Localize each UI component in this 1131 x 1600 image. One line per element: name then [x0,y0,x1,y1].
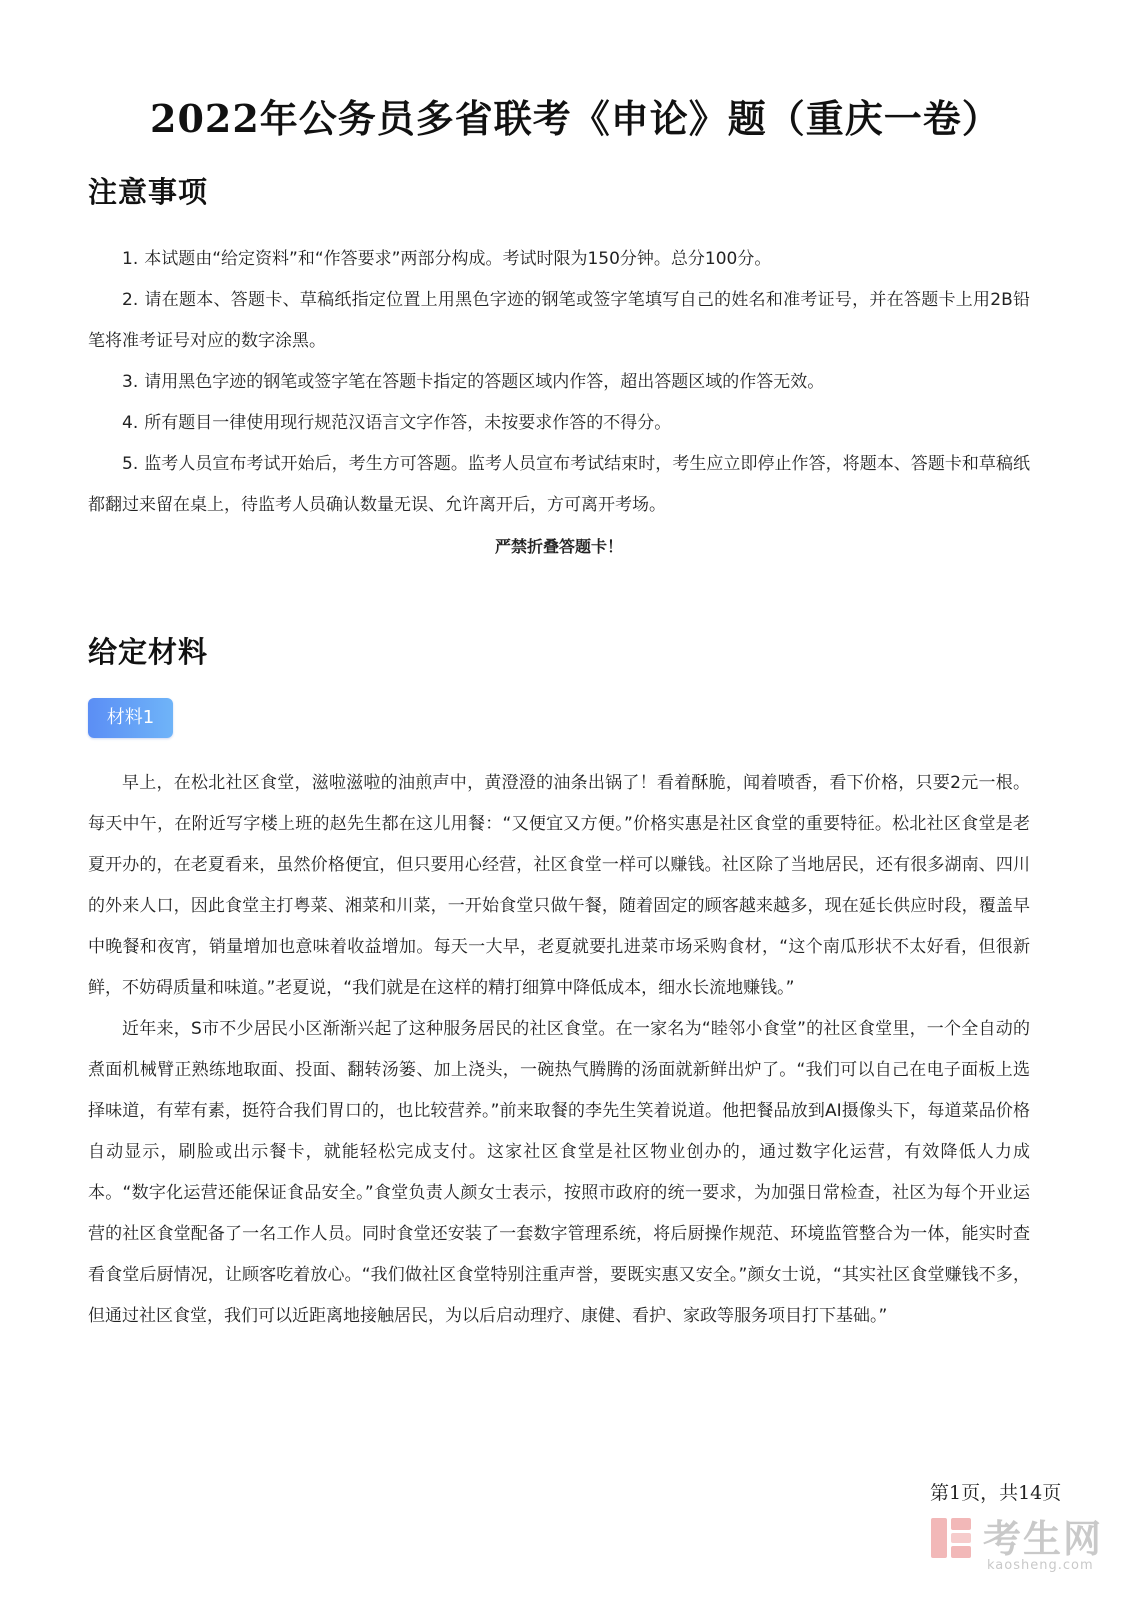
material-tag: 材料1 [88,698,173,738]
watermark-brand: 考生网 [983,1517,1104,1561]
document-title: 2022年公务员多省联考《申论》题（重庆一卷） [150,96,1001,141]
notice-item-text: 请在题本、答题卡、草稿纸指定位置上用黑色字迹的钢笔或签字笔填写自己的姓名和准考证号，并在答题卡上用2B铅笔将准考证号对应的数字涂黑。 [88,290,1030,351]
notice-item-number: 1. [122,249,139,269]
notice-item-1 [88,239,1030,280]
notice-item-number: 2. [122,290,139,310]
notice-item-number: 5. [122,454,139,474]
material-paragraph-2: 近年来，S市不少居民小区渐渐兴起了这种服务居民的社区食堂。在一家名为“睦邻小食堂”的社区食堂里，一个全自动的煮面机械臂正熟练地取面、投面、翻转汤篓、加上浇头，一碗热气腾腾的汤面就新鲜出炉了。“我们可以自己在电子面板上选择味道，有荤有素，挺符合我们胃口的，也比较营养。”前来取餐的李先生笑着说道。他把餐品放到AI摄像头下，每道菜品价格自动显示，刷脸或出示餐卡，就能轻松完成支付。这家社区食堂是社区物业创办的，通过数字化运营，有效降低人力成本。“数字化运营还能保证食品安全。”食堂负责人颜女士表示，按照市政府的统一要求，为加强日常检查，社区为每个开业运营的社区食堂配备了一名工作人员。同时食堂还安装了一套数字管理系统，将后厨操作规范、环境监管整合为一体，能实时查看食堂后厨情况，让顾客吃着放心。“我们做社区食堂特别注重声誉，要既实惠又安全。”颜女士说，“其实社区食堂赚钱不多，但通过社区食堂，我们可以近距离地接触居民，为以后启动理疗、康健、看护、家政等服务项目打下基础。” [88,1019,1030,1326]
page-number: 第1页，共14页 [930,1482,1062,1504]
notice-item-4 [88,403,1030,444]
notice-item-2 [88,280,1030,362]
kaosheng-logo-icon [927,1514,975,1562]
notice-list [88,239,1030,567]
notice-item-text: 所有题目一律使用现行规范汉语言文字作答，未按要求作答的不得分。 [144,413,672,433]
notice-item-5 [88,444,1030,526]
notice-item-text: 请用黑色字迹的钢笔或签字笔在答题卡指定的答题区域内作答，超出答题区域的作答无效。 [144,372,825,392]
notice-item-text: 本试题由“给定资料”和“作答要求”两部分构成。考试时限为150分钟。总分100分。 [144,249,772,269]
watermark-domain: kaosheng.com [987,1558,1094,1573]
notice-item-number: 4. [122,413,139,433]
notice-warning: 严禁折叠答题卡！ [494,537,623,556]
materials-heading: 给定材料 [88,635,209,669]
material-body [88,763,1030,1337]
notice-item-text: 监考人员宣布考试开始后，考生方可答题。监考人员宣布考试结束时，考生应立即停止作答，将题本、答题卡和草稿纸都翻过来留在桌上，待监考人员确认数量无误、允许离开后，方可离开考场。 [88,454,1030,515]
watermark [925,1508,1125,1593]
notice-item-number: 3. [122,372,139,392]
material-paragraph-1: 早上，在松北社区食堂，滋啦滋啦的油煎声中，黄澄澄的油条出锅了！看着酥脆，闻着喷香，看下价格，只要2元一根。每天中午，在附近写字楼上班的赵先生都在这儿用餐：“又便宜又方便。”价格实惠是社区食堂的重要特征。松北社区食堂是老夏开办的，在老夏看来，虽然价格便宜，但只要用心经营，社区食堂一样可以赚钱。社区除了当地居民，还有很多湖南、四川的外来人口，因此食堂主打粤菜、湘菜和川菜，一开始食堂只做午餐，随着固定的顾客越来越多，现在延长供应时段，覆盖早中晚餐和夜宵，销量增加也意味着收益增加。每天一大早，老夏就要扎进菜市场采购食材，“这个南瓜形状不太好看，但很新鲜，不妨碍质量和味道。”老夏说，“我们就是在这样的精打细算中降低成本，细水长流地赚钱。” [88,773,1030,998]
notice-item-3 [88,362,1030,403]
notice-heading: 注意事项 [88,175,209,209]
